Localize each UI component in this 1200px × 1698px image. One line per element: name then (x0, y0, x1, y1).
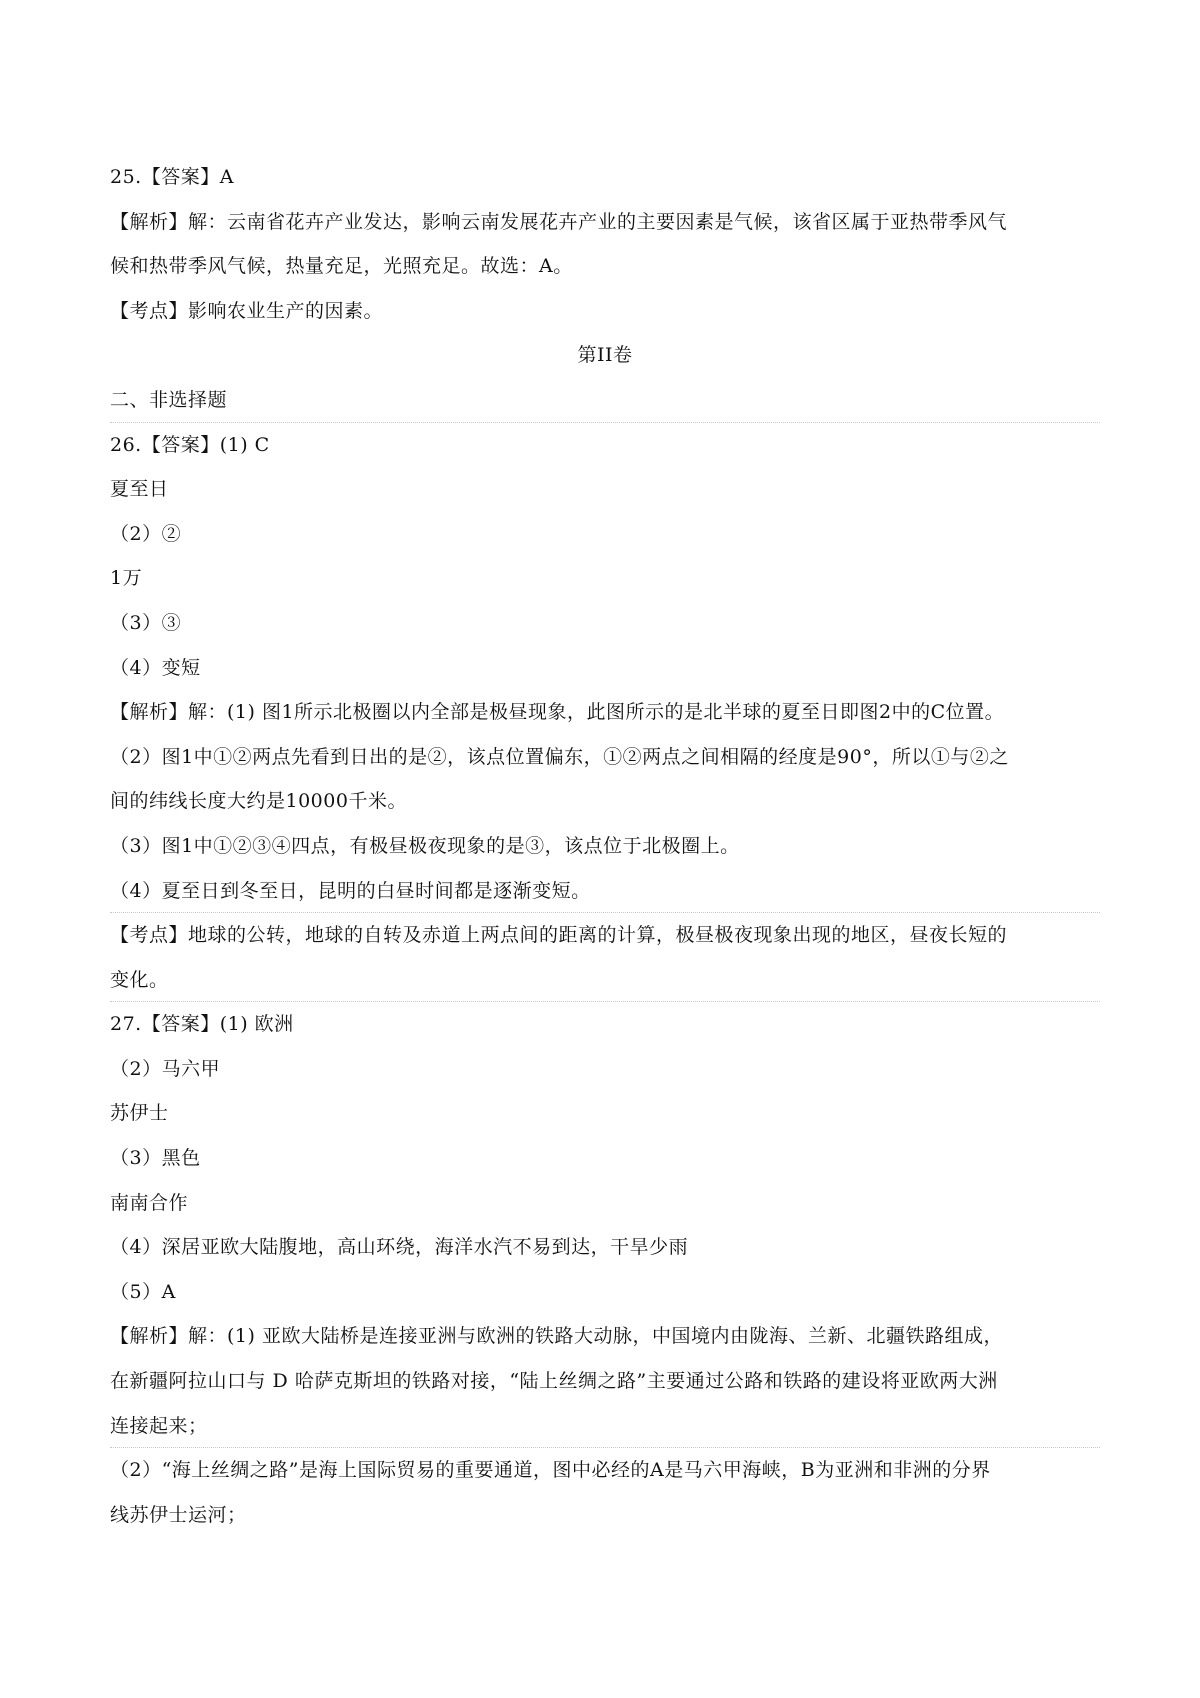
q27-analysis-line-1: 【解析】解：(1) 亚欧大陆桥是连接亚洲与欧洲的铁路大动脉，中国境内由陇海、兰新、北疆铁路组成， (110, 1325, 1003, 1348)
q27-answer-1: 27.【答案】(1) 欧洲 (110, 1013, 294, 1036)
q25-answer: 25.【答案】A (110, 166, 234, 188)
q27-analysis-line-4: （2）“海上丝绸之路”是海上国际贸易的重要通道，图中必经的A是马六甲海峡，B为亚洲和非洲的分界 (110, 1459, 991, 1482)
q25-point: 【考点】影响农业生产的因素。 (110, 299, 384, 322)
q26-answer-2b: 1万 (110, 567, 143, 590)
q26-analysis-line-4: （3）图1中①②③④四点，有极昼极夜现象的是③，该点位于北极圈上。 (110, 834, 740, 857)
q26-answer-2: （2）② (110, 522, 182, 545)
q26-answer-1b: 夏至日 (110, 478, 169, 501)
q27-answer-4: （4）深居亚欧大陆腹地，高山环绕，海洋水汽不易到达，干旱少雨 (110, 1236, 689, 1259)
q26-analysis-line-5: （4）夏至日到冬至日，昆明的白昼时间都是逐渐变短。 (110, 869, 1100, 914)
q27-answer-3b: 南南合作 (110, 1191, 189, 1214)
q27-analysis-line-5: 线苏伊士运河； (110, 1503, 247, 1526)
q27-answer-2: （2）马六甲 (110, 1057, 221, 1080)
volume-title: 第II卷 (577, 344, 633, 367)
q27-analysis-line-3: 连接起来； (110, 1404, 1100, 1449)
q26-point-line-1: 【考点】地球的公转，地球的自转及赤道上两点间的距离的计算，极昼极夜现象出现的地区，昼夜长短的 (110, 924, 1008, 947)
q25-analysis-line-2: 候和热带季风气候，热量充足，光照充足。故选：A。 (110, 255, 573, 278)
q27-answer-2b: 苏伊士 (110, 1102, 169, 1125)
q26-answer-3: （3）③ (110, 611, 182, 634)
q27-analysis-line-2: 在新疆阿拉山口与 D 哈萨克斯坦的铁路对接，“陆上丝绸之路”主要通过公路和铁路的建设将亚欧两大洲 (110, 1370, 998, 1393)
part-title: 二、非选择题 (110, 378, 1100, 423)
q26-answer-4: （4）变短 (110, 656, 201, 679)
q25-analysis-line-1: 【解析】解：云南省花卉产业发达，影响云南发展花卉产业的主要因素是气候，该省区属于亚热带季风气 (110, 210, 1008, 233)
q26-answer-1: 26.【答案】(1) C (110, 433, 270, 456)
q26-analysis-line-2: （2）图1中①②两点先看到日出的是②，该点位置偏东，①②两点之间相隔的经度是90°，所以①与②之 (110, 745, 1009, 768)
q27-answer-5: （5）A (110, 1280, 176, 1303)
q26-point-line-2: 变化。 (110, 958, 1100, 1003)
document-content (110, 155, 1100, 1537)
q27-answer-3: （3）黑色 (110, 1147, 201, 1170)
q26-analysis-line-1: 【解析】解：(1) 图1所示北极圈以内全部是极昼现象，此图所示的是北半球的夏至日即图2中的C位置。 (110, 701, 1005, 724)
q26-analysis-line-3: 间的纬线长度大约是10000千米。 (110, 790, 407, 813)
